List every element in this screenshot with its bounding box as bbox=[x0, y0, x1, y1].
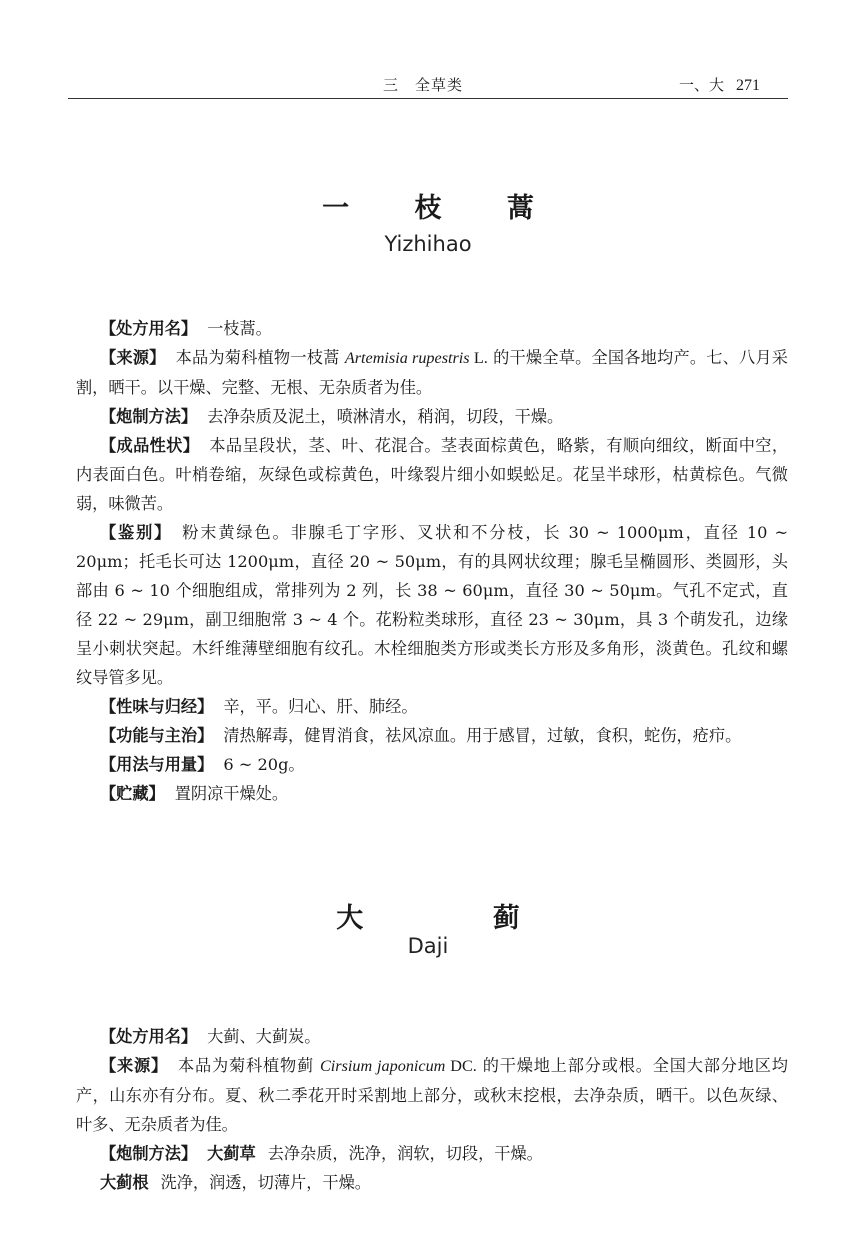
entry-title: 大 蓟 bbox=[336, 903, 580, 934]
field-identification: 【鉴别】 粉末黄绿色。非腺毛丁字形、叉状和不分枝，长 30 ~ 1000μm，直径 10 ~ 20μm；托毛长可达 1200μm，直径 20 ~ 50μm，有的具网状纹理；腺毛呈椭圆形、类圆形，头部由 6 ~ 10 个细胞组成，常排列为 2 列，长 38 ~ 60μm，直径 30 ~ 50μm。气孔不定式，直径 22 ~ 29μm，副卫细胞常 3 ~ 4 个。花粉粒类球形，直径 23 ~ 30μm，具 3 个萌发孔，边缘呈小刺状突起。木纤维薄壁细胞有纹孔。木栓细胞类方形或类长方形及多角形，淡黄色。孔纹和螺纹导管多见。 bbox=[76, 523, 789, 687]
field-source: 【来源】 本品为菊科植物蓟 Cirsium japonicum DC. 的干燥地上部分或根。全国大部分地区均产，山东亦有分布。夏、秋二季花开时采割地上部分，或秋末挖根，去净杂质，晒干。以色灰绿、叶多、无杂质者为佳。 bbox=[76, 1056, 788, 1134]
field-processing: 【炮制方法】 去净杂质及泥土，喷淋清水，稍润，切段，干燥。 bbox=[100, 407, 564, 426]
field-prescription-name: 【处方用名】 大蓟、大蓟炭。 bbox=[100, 1027, 321, 1046]
entry-pinyin: Yizhihao bbox=[384, 232, 472, 256]
entry-body bbox=[76, 314, 788, 808]
field-storage: 【贮藏】 置阴凉干燥处。 bbox=[100, 784, 289, 803]
field-source: 【来源】 本品为菊科植物一枝蒿 Artemisia rupestris L. 的干燥全草。全国各地均产。七、八月采割，晒干。以干燥、完整、无根、无杂质者为佳。 bbox=[76, 348, 788, 397]
entry-title: 一 枝 蒿 bbox=[322, 193, 562, 224]
entry-range: 一、大 bbox=[678, 76, 724, 94]
entry-pinyin: Daji bbox=[407, 934, 449, 958]
section-title: 三 全草类 bbox=[383, 76, 464, 94]
latin-name: Artemisia rupestris bbox=[344, 349, 470, 367]
latin-name: Cirsium japonicum bbox=[320, 1057, 446, 1075]
entry-body bbox=[76, 1022, 788, 1197]
field-dosage: 【用法与用量】 6 ~ 20g。 bbox=[100, 755, 305, 774]
field-prescription-name: 【处方用名】 一枝蒿。 bbox=[100, 319, 272, 338]
page-number: 271 bbox=[736, 77, 760, 94]
running-header bbox=[68, 70, 788, 99]
field-processing-root: 大蓟根 洗净，润透，切薄片，干燥。 bbox=[100, 1173, 371, 1192]
field-function: 【功能与主治】 清热解毒，健胃消食，祛风凉血。用于感冒，过敏，食积，蛇伤，疮疖。 bbox=[100, 726, 742, 745]
field-characters: 【成品性状】 本品呈段状，茎、叶、花混合。茎表面棕黄色，略紫，有顺向细纹，断面中空，内表面白色。叶梢卷缩，灰绿色或棕黄色，叶缘裂片细小如蜈蚣足。花呈半球形，枯黄棕色。气微弱，味微苦。 bbox=[76, 436, 789, 513]
field-processing: 【炮制方法】 大蓟草 去净杂质，洗净，润软，切段，干燥。 bbox=[100, 1144, 543, 1163]
header-right bbox=[679, 74, 760, 95]
field-nature-meridian: 【性味与归经】 辛，平。归心、肝、肺经。 bbox=[100, 697, 418, 716]
